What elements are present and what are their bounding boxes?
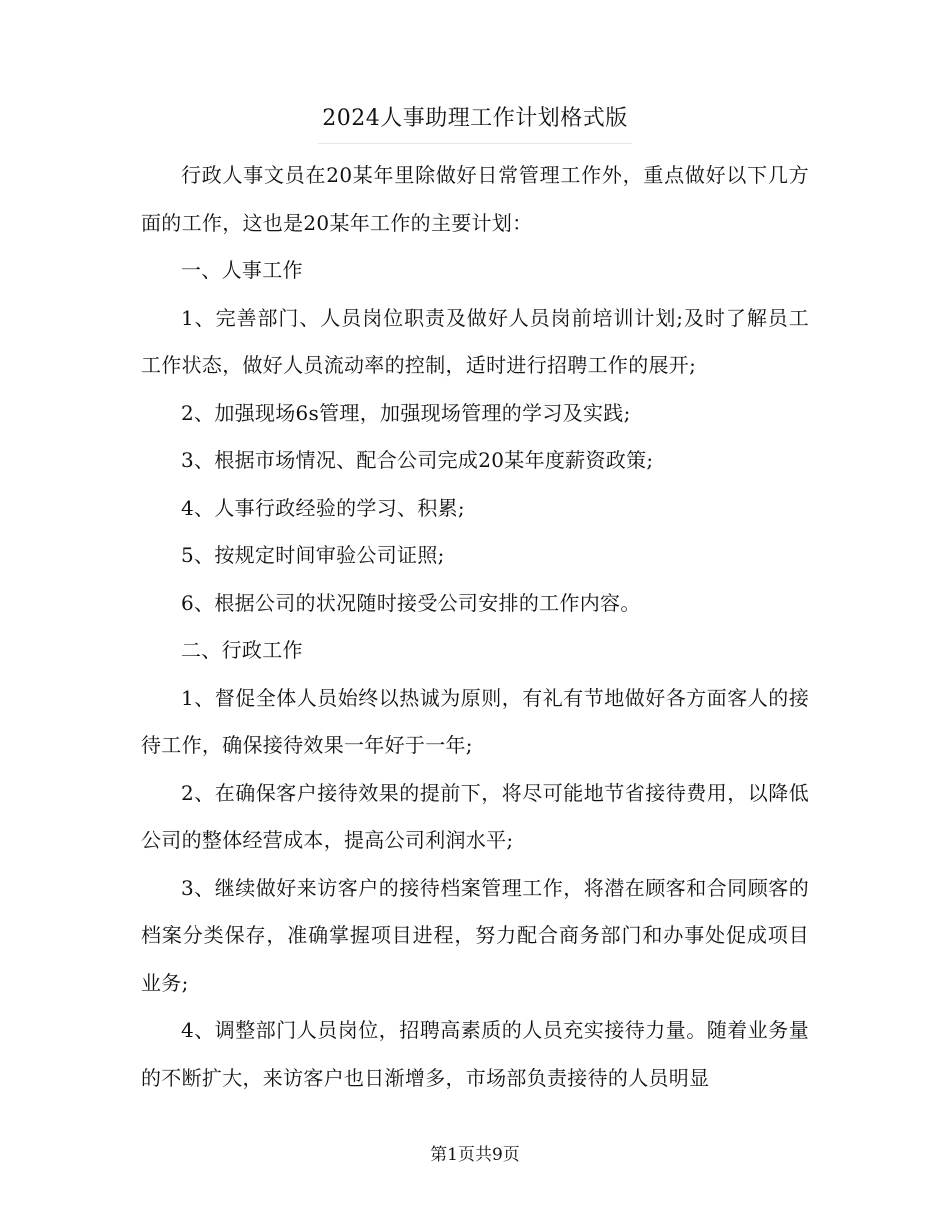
paragraph: 1、督促全体人员始终以热诚为原则，有礼有节地做好各方面客人的接待工作，确保接待效果一年好于一年; [141,685,809,757]
title-container [0,95,950,144]
paragraph: 5、按规定时间审验公司证照; [181,543,445,567]
paragraph: 行政人事文员在20某年里除做好日常管理工作外，重点做好以下几方面的工作，这也是20某年工作的主要计划： [141,163,809,235]
document-title: 2024人事助理工作计划格式版 [318,95,632,144]
paragraph: 4、人事行政经验的学习、积累; [181,495,465,520]
section-heading: 二、行政工作 [181,638,303,662]
paragraph: 1、完善部门、人员岗位职责及做好人员岗前培训计划;及时了解员工工作状态，做好人员流动率的控制，适时进行招聘工作的展开; [141,305,809,377]
paragraph: 2、在确保客户接待效果的提前下，将尽可能地节省接待费用，以降低公司的整体经营成本，提高公司利润水平; [141,780,809,852]
section-heading: 一、人事工作 [181,258,303,282]
document-body [141,152,809,1102]
paragraph: 6、根据公司的状况随时接受公司安排的工作内容。 [181,590,641,615]
page-number-footer: 第1页共9页 [430,1145,520,1165]
paragraph: 2、加强现场6s管理，加强现场管理的学习及实践; [181,400,631,425]
paragraph: 3、继续做好来访客户的接待档案管理工作，将潜在顾客和合同顾客的档案分类保存，准确掌握项目进程，努力配合商务部门和办事处促成项目业务; [141,875,809,995]
paragraph: 4、调整部门人员岗位，招聘高素质的人员充实接待力量。随着业务量的不断扩大，来访客户也日渐增多，市场部负责接待的人员明显 [141,1018,809,1090]
paragraph: 3、根据市场情况、配合公司完成20某年度薪资政策; [181,448,654,472]
